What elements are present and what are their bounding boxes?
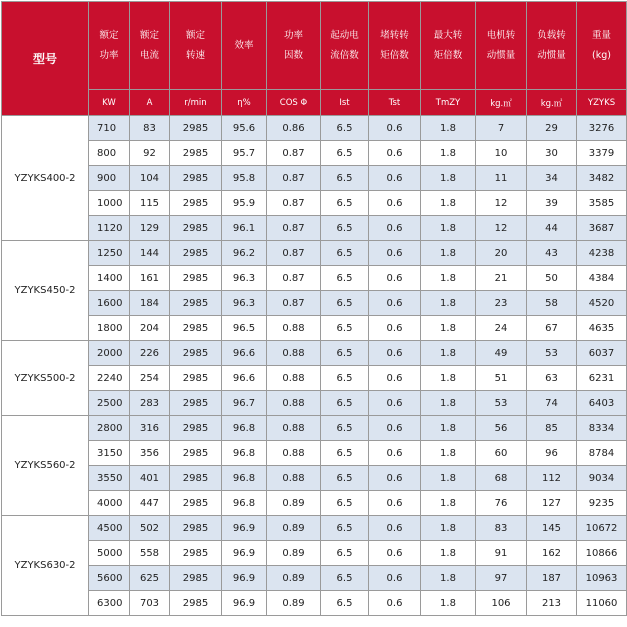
data-cell: 1.8 xyxy=(421,191,476,216)
table-row xyxy=(2,241,627,266)
data-cell: 0.89 xyxy=(267,516,321,541)
data-cell: 115 xyxy=(130,191,170,216)
data-cell: 1.8 xyxy=(421,391,476,416)
unit-cell: TmZY xyxy=(421,90,476,116)
table-row xyxy=(2,166,627,191)
data-cell: 1000 xyxy=(89,191,130,216)
data-cell: 4635 xyxy=(577,316,627,341)
data-cell: 6.5 xyxy=(321,516,369,541)
data-cell: 2985 xyxy=(170,591,222,616)
data-cell: 710 xyxy=(89,116,130,141)
units-row xyxy=(2,90,627,116)
data-cell: 6.5 xyxy=(321,166,369,191)
data-cell: 8784 xyxy=(577,441,627,466)
unit-cell: kg.㎡ xyxy=(476,90,527,116)
data-cell: 60 xyxy=(476,441,527,466)
data-cell: 12 xyxy=(476,216,527,241)
data-cell: 558 xyxy=(130,541,170,566)
data-cell: 95.8 xyxy=(222,166,267,191)
data-cell: 95.6 xyxy=(222,116,267,141)
col-header-max-torque: 最大转 矩倍数 xyxy=(421,2,476,90)
data-cell: 0.6 xyxy=(369,466,421,491)
model-header: 型号 xyxy=(2,2,89,116)
data-cell: 0.88 xyxy=(267,316,321,341)
data-cell: 53 xyxy=(476,391,527,416)
data-cell: 0.6 xyxy=(369,591,421,616)
data-cell: 3550 xyxy=(89,466,130,491)
data-cell: 283 xyxy=(130,391,170,416)
data-cell: 2500 xyxy=(89,391,130,416)
col-header-motor-inertia: 电机转 动惯量 xyxy=(476,2,527,90)
table-row xyxy=(2,316,627,341)
data-cell: 96 xyxy=(527,441,577,466)
data-cell: 0.88 xyxy=(267,416,321,441)
data-cell: 51 xyxy=(476,366,527,391)
data-cell: 6.5 xyxy=(321,416,369,441)
data-cell: 3687 xyxy=(577,216,627,241)
data-cell: 1400 xyxy=(89,266,130,291)
table-row xyxy=(2,366,627,391)
data-cell: 1.8 xyxy=(421,341,476,366)
data-cell: 0.6 xyxy=(369,116,421,141)
data-cell: 2985 xyxy=(170,416,222,441)
data-cell: 6.5 xyxy=(321,491,369,516)
data-cell: 2985 xyxy=(170,441,222,466)
unit-cell: KW xyxy=(89,90,130,116)
data-cell: 6.5 xyxy=(321,291,369,316)
data-cell: 4384 xyxy=(577,266,627,291)
data-cell: 4238 xyxy=(577,241,627,266)
data-cell: 1.8 xyxy=(421,166,476,191)
data-cell: 9235 xyxy=(577,491,627,516)
data-cell: 1.8 xyxy=(421,366,476,391)
data-cell: 0.6 xyxy=(369,266,421,291)
data-cell: 43 xyxy=(527,241,577,266)
data-cell: 4000 xyxy=(89,491,130,516)
data-cell: 106 xyxy=(476,591,527,616)
data-cell: 67 xyxy=(527,316,577,341)
data-cell: 0.6 xyxy=(369,316,421,341)
data-cell: 2985 xyxy=(170,291,222,316)
data-cell: 96.3 xyxy=(222,266,267,291)
data-cell: 1800 xyxy=(89,316,130,341)
model-cell: YZYKS400-2 xyxy=(2,116,89,241)
unit-cell: YZYKS xyxy=(577,90,627,116)
model-cell: YZYKS450-2 xyxy=(2,241,89,341)
data-cell: 96.9 xyxy=(222,591,267,616)
unit-cell: kg.㎡ xyxy=(527,90,577,116)
data-cell: 184 xyxy=(130,291,170,316)
data-cell: 0.87 xyxy=(267,241,321,266)
data-cell: 68 xyxy=(476,466,527,491)
data-cell: 92 xyxy=(130,141,170,166)
data-cell: 2800 xyxy=(89,416,130,441)
data-cell: 49 xyxy=(476,341,527,366)
data-cell: 3379 xyxy=(577,141,627,166)
data-cell: 0.6 xyxy=(369,391,421,416)
unit-cell: A xyxy=(130,90,170,116)
data-cell: 6.5 xyxy=(321,441,369,466)
data-cell: 6.5 xyxy=(321,116,369,141)
data-cell: 129 xyxy=(130,216,170,241)
data-cell: 1.8 xyxy=(421,141,476,166)
data-cell: 1.8 xyxy=(421,316,476,341)
data-cell: 2985 xyxy=(170,466,222,491)
data-cell: 316 xyxy=(130,416,170,441)
data-cell: 96.6 xyxy=(222,341,267,366)
data-cell: 0.6 xyxy=(369,491,421,516)
data-cell: 0.89 xyxy=(267,491,321,516)
data-cell: 447 xyxy=(130,491,170,516)
col-header-weight: 重量 (kg) xyxy=(577,2,627,90)
data-cell: 3276 xyxy=(577,116,627,141)
data-cell: 2985 xyxy=(170,491,222,516)
table-row xyxy=(2,541,627,566)
data-cell: 2985 xyxy=(170,216,222,241)
data-cell: 0.87 xyxy=(267,266,321,291)
data-cell: 50 xyxy=(527,266,577,291)
data-cell: 6231 xyxy=(577,366,627,391)
table-row xyxy=(2,191,627,216)
table-row xyxy=(2,466,627,491)
data-cell: 1250 xyxy=(89,241,130,266)
data-cell: 2985 xyxy=(170,316,222,341)
data-cell: 6403 xyxy=(577,391,627,416)
data-cell: 6.5 xyxy=(321,191,369,216)
data-cell: 1.8 xyxy=(421,441,476,466)
table-row xyxy=(2,441,627,466)
data-cell: 0.6 xyxy=(369,566,421,591)
data-cell: 12 xyxy=(476,191,527,216)
col-header-rated-current: 额定 电流 xyxy=(130,2,170,90)
data-cell: 23 xyxy=(476,291,527,316)
data-cell: 0.6 xyxy=(369,366,421,391)
model-cell: YZYKS560-2 xyxy=(2,416,89,516)
data-cell: 6037 xyxy=(577,341,627,366)
data-cell: 6.5 xyxy=(321,466,369,491)
data-cell: 4520 xyxy=(577,291,627,316)
col-header-locked-torque: 堵转转 矩倍数 xyxy=(369,2,421,90)
data-cell: 96.2 xyxy=(222,241,267,266)
data-cell: 20 xyxy=(476,241,527,266)
data-cell: 11060 xyxy=(577,591,627,616)
data-cell: 6300 xyxy=(89,591,130,616)
data-cell: 2985 xyxy=(170,266,222,291)
data-cell: 8334 xyxy=(577,416,627,441)
data-cell: 2985 xyxy=(170,191,222,216)
data-cell: 76 xyxy=(476,491,527,516)
col-header-rated-power: 额定 功率 xyxy=(89,2,130,90)
data-cell: 6.5 xyxy=(321,566,369,591)
data-cell: 0.87 xyxy=(267,216,321,241)
data-cell: 6.5 xyxy=(321,591,369,616)
data-cell: 0.88 xyxy=(267,366,321,391)
data-cell: 2000 xyxy=(89,341,130,366)
data-cell: 56 xyxy=(476,416,527,441)
data-cell: 1.8 xyxy=(421,416,476,441)
data-cell: 703 xyxy=(130,591,170,616)
data-cell: 6.5 xyxy=(321,366,369,391)
data-cell: 6.5 xyxy=(321,391,369,416)
table-row xyxy=(2,291,627,316)
data-cell: 187 xyxy=(527,566,577,591)
data-cell: 1.8 xyxy=(421,466,476,491)
table-row xyxy=(2,491,627,516)
data-cell: 6.5 xyxy=(321,266,369,291)
data-cell: 6.5 xyxy=(321,541,369,566)
data-cell: 1.8 xyxy=(421,116,476,141)
data-cell: 2240 xyxy=(89,366,130,391)
data-cell: 800 xyxy=(89,141,130,166)
data-cell: 1.8 xyxy=(421,516,476,541)
table-row xyxy=(2,266,627,291)
data-cell: 1.8 xyxy=(421,566,476,591)
model-cell: YZYKS630-2 xyxy=(2,516,89,616)
data-cell: 162 xyxy=(527,541,577,566)
data-cell: 0.86 xyxy=(267,116,321,141)
data-cell: 2985 xyxy=(170,341,222,366)
col-header-efficiency: 效率 xyxy=(222,2,267,90)
data-cell: 74 xyxy=(527,391,577,416)
data-cell: 6.5 xyxy=(321,216,369,241)
data-cell: 1.8 xyxy=(421,266,476,291)
data-cell: 7 xyxy=(476,116,527,141)
data-cell: 112 xyxy=(527,466,577,491)
data-cell: 1.8 xyxy=(421,541,476,566)
col-header-rated-speed: 额定 转速 xyxy=(170,2,222,90)
data-cell: 0.6 xyxy=(369,516,421,541)
motor-spec-table xyxy=(1,1,627,616)
table-row xyxy=(2,341,627,366)
data-cell: 625 xyxy=(130,566,170,591)
data-cell: 96.8 xyxy=(222,416,267,441)
data-cell: 0.89 xyxy=(267,566,321,591)
data-cell: 213 xyxy=(527,591,577,616)
data-cell: 0.6 xyxy=(369,241,421,266)
data-cell: 30 xyxy=(527,141,577,166)
data-cell: 96.3 xyxy=(222,291,267,316)
data-cell: 96.5 xyxy=(222,316,267,341)
table-row xyxy=(2,591,627,616)
data-cell: 356 xyxy=(130,441,170,466)
data-cell: 96.9 xyxy=(222,516,267,541)
data-cell: 0.6 xyxy=(369,416,421,441)
unit-cell: r/min xyxy=(170,90,222,116)
data-cell: 900 xyxy=(89,166,130,191)
data-cell: 34 xyxy=(527,166,577,191)
data-cell: 2985 xyxy=(170,541,222,566)
data-cell: 144 xyxy=(130,241,170,266)
header-row xyxy=(2,2,627,90)
data-cell: 502 xyxy=(130,516,170,541)
data-cell: 145 xyxy=(527,516,577,541)
data-cell: 0.89 xyxy=(267,591,321,616)
data-cell: 6.5 xyxy=(321,341,369,366)
data-cell: 44 xyxy=(527,216,577,241)
data-cell: 401 xyxy=(130,466,170,491)
data-cell: 2985 xyxy=(170,241,222,266)
data-cell: 11 xyxy=(476,166,527,191)
table-row xyxy=(2,566,627,591)
data-cell: 0.6 xyxy=(369,216,421,241)
data-cell: 2985 xyxy=(170,141,222,166)
data-cell: 96.9 xyxy=(222,541,267,566)
table-row xyxy=(2,516,627,541)
data-cell: 1.8 xyxy=(421,591,476,616)
table-row xyxy=(2,116,627,141)
data-cell: 4500 xyxy=(89,516,130,541)
data-cell: 3482 xyxy=(577,166,627,191)
data-cell: 226 xyxy=(130,341,170,366)
data-cell: 10866 xyxy=(577,541,627,566)
unit-cell: Ist xyxy=(321,90,369,116)
data-cell: 2985 xyxy=(170,166,222,191)
data-cell: 6.5 xyxy=(321,141,369,166)
data-cell: 1.8 xyxy=(421,241,476,266)
data-cell: 21 xyxy=(476,266,527,291)
col-header-start-current: 起动电 流倍数 xyxy=(321,2,369,90)
data-cell: 3585 xyxy=(577,191,627,216)
data-cell: 9034 xyxy=(577,466,627,491)
data-cell: 0.6 xyxy=(369,341,421,366)
data-cell: 3150 xyxy=(89,441,130,466)
data-cell: 6.5 xyxy=(321,316,369,341)
data-cell: 1120 xyxy=(89,216,130,241)
table-row xyxy=(2,391,627,416)
data-cell: 10963 xyxy=(577,566,627,591)
data-cell: 6.5 xyxy=(321,241,369,266)
data-cell: 95.9 xyxy=(222,191,267,216)
data-cell: 96.1 xyxy=(222,216,267,241)
col-header-load-inertia: 负载转 动惯量 xyxy=(527,2,577,90)
data-cell: 0.88 xyxy=(267,341,321,366)
data-cell: 0.88 xyxy=(267,391,321,416)
data-cell: 2985 xyxy=(170,116,222,141)
data-cell: 0.6 xyxy=(369,291,421,316)
table-row xyxy=(2,141,627,166)
data-cell: 1.8 xyxy=(421,291,476,316)
data-cell: 39 xyxy=(527,191,577,216)
data-cell: 85 xyxy=(527,416,577,441)
data-cell: 24 xyxy=(476,316,527,341)
data-cell: 91 xyxy=(476,541,527,566)
data-cell: 2985 xyxy=(170,366,222,391)
data-cell: 5000 xyxy=(89,541,130,566)
data-cell: 96.6 xyxy=(222,366,267,391)
data-cell: 2985 xyxy=(170,566,222,591)
model-cell: YZYKS500-2 xyxy=(2,341,89,416)
table-body xyxy=(2,116,627,616)
data-cell: 0.87 xyxy=(267,166,321,191)
data-cell: 96.8 xyxy=(222,491,267,516)
data-cell: 83 xyxy=(476,516,527,541)
data-cell: 254 xyxy=(130,366,170,391)
data-cell: 83 xyxy=(130,116,170,141)
data-cell: 10672 xyxy=(577,516,627,541)
col-header-power-factor: 功率 因数 xyxy=(267,2,321,90)
data-cell: 104 xyxy=(130,166,170,191)
table-row xyxy=(2,416,627,441)
data-cell: 1600 xyxy=(89,291,130,316)
data-cell: 29 xyxy=(527,116,577,141)
data-cell: 0.6 xyxy=(369,166,421,191)
data-cell: 58 xyxy=(527,291,577,316)
data-cell: 0.6 xyxy=(369,441,421,466)
table-row xyxy=(2,216,627,241)
data-cell: 0.6 xyxy=(369,541,421,566)
unit-cell: COS Φ xyxy=(267,90,321,116)
data-cell: 0.88 xyxy=(267,441,321,466)
unit-cell: η% xyxy=(222,90,267,116)
data-cell: 0.6 xyxy=(369,141,421,166)
data-cell: 0.87 xyxy=(267,291,321,316)
data-cell: 0.87 xyxy=(267,191,321,216)
data-cell: 1.8 xyxy=(421,216,476,241)
data-cell: 96.8 xyxy=(222,466,267,491)
data-cell: 5600 xyxy=(89,566,130,591)
data-cell: 0.6 xyxy=(369,191,421,216)
data-cell: 63 xyxy=(527,366,577,391)
data-cell: 97 xyxy=(476,566,527,591)
data-cell: 53 xyxy=(527,341,577,366)
data-cell: 127 xyxy=(527,491,577,516)
data-cell: 95.7 xyxy=(222,141,267,166)
data-cell: 2985 xyxy=(170,516,222,541)
data-cell: 96.9 xyxy=(222,566,267,591)
data-cell: 1.8 xyxy=(421,491,476,516)
data-cell: 161 xyxy=(130,266,170,291)
data-cell: 0.87 xyxy=(267,141,321,166)
data-cell: 96.7 xyxy=(222,391,267,416)
data-cell: 0.89 xyxy=(267,541,321,566)
unit-cell: Tst xyxy=(369,90,421,116)
data-cell: 10 xyxy=(476,141,527,166)
data-cell: 0.88 xyxy=(267,466,321,491)
data-cell: 96.8 xyxy=(222,441,267,466)
data-cell: 2985 xyxy=(170,391,222,416)
data-cell: 204 xyxy=(130,316,170,341)
